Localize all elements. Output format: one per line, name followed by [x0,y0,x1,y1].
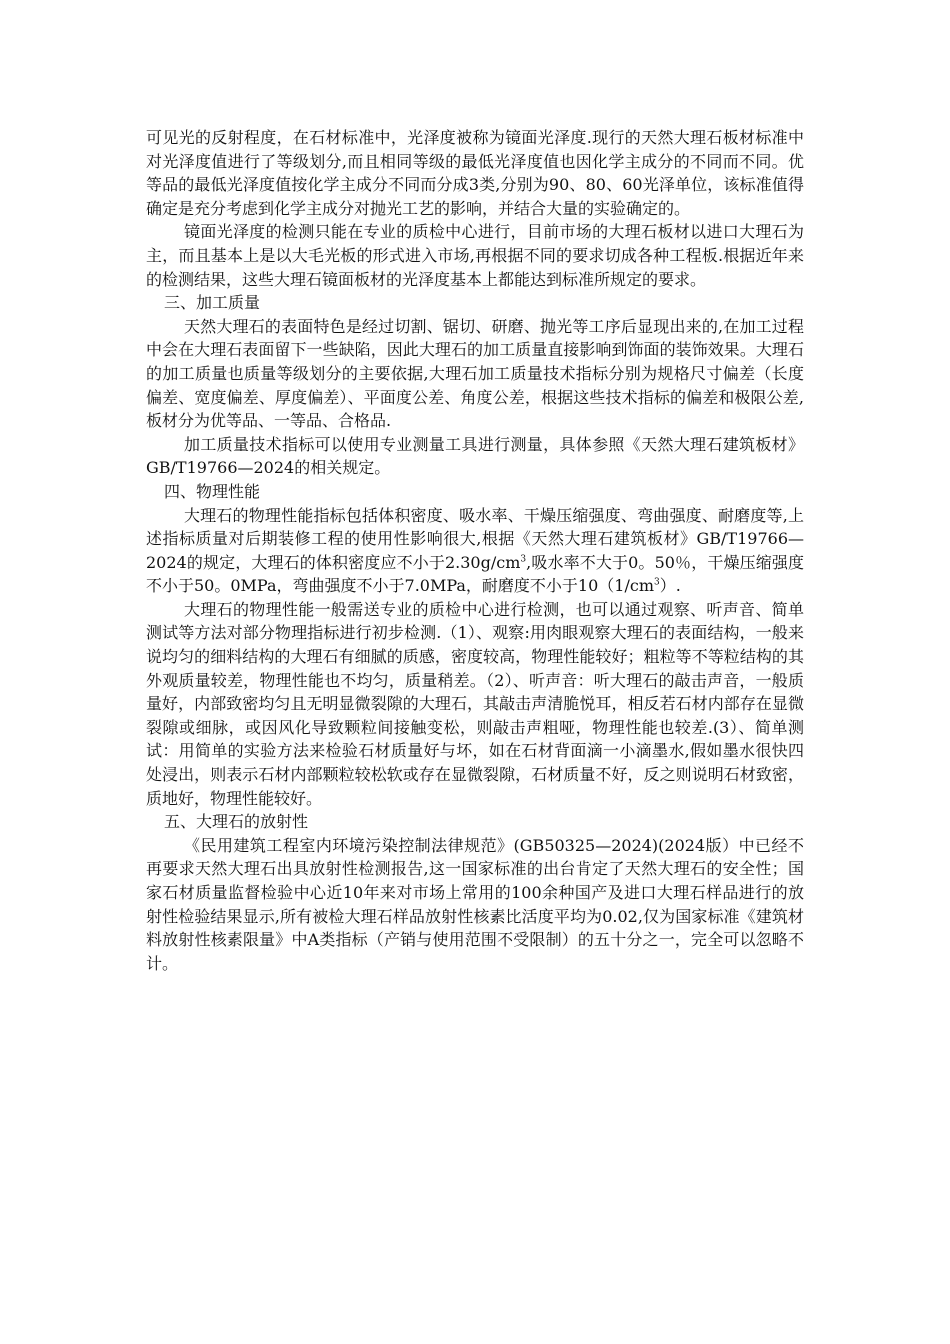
section-heading-radioactivity: 五、大理石的放射性 [164,812,309,832]
document-body [146,126,804,975]
paragraph-processing-quality: 天然大理石的表面特色是经过切割、锯切、研磨、抛光等工序后显现出来的,在加工过程中会在大理石表面留下一些缺陷，因此大理石的加工质量直接影响到饰面的装饰效果。大理石的加工质量也质量等级划分的主要依据,大理石加工质量技术指标分别为规格尺寸偏差（长度偏差、宽度偏差、厚度偏差）、平面度公差、角度公差，根据这些技术指标的偏差和极限公差,板材分为优等品、一等品、合格品. [146,316,804,431]
paragraph-physical-testing: 大理石的物理性能一般需送专业的质检中心进行检测，也可以通过观察、听声音、简单测试等方法对部分物理指标进行初步检测.（1）、观察:用肉眼观察大理石的表面结构，一般来说均匀的细料结构的大理石有细腻的质感，密度较高，物理性能较好；粗粒等不等粒结构的其外观质量较差，物理性能也不均匀，质量稍差。（2）、听声音：听大理石的敲击声音，一般质量好，内部致密均匀且无明显微裂隙的大理石，其敲击声清脆悦耳，相反若石材内部存在显微裂隙或细脉，或因风化导致颗粒间接触变松，则敲击声粗哑，物理性能也较差.(3）、简单测试：用简单的实验方法来检验石材质量好与坏，如在石材背面滴一小滴墨水,假如墨水很快四处浸出，则表示石材内部颗粒较松软或存在显微裂隙，石材质量不好，反之则说明石材致密，质地好，物理性能较好。 [146,599,804,808]
paragraph-physical-properties: 大理石的物理性能指标包括体积密度、吸水率、干燥压缩强度、弯曲强度、耐磨度等,上述指标质量对后期装修工程的使用性影响很大,根据《天然大理石建筑板材》GB/T19766—2024的规定，大理石的体积密度应不小于$2.30g/cm^3$,吸水率不大于0。50％，干燥压缩强度不小于50。0MPa，弯曲强度不小于7.0MPa，耐磨度不小于$10(1/cm^3)$. [146,505,804,596]
paragraph-gloss-testing: 镜面光泽度的检测只能在专业的质检中心进行，目前市场的大理石板材以进口大理石为主，而且基本上是以大毛光板的形式进入市场,再根据不同的要求切成各种工程板.根据近年来的检测结果，这些大理石镜面板材的光泽度基本上都能达到标准所规定的要求。 [146,222,804,289]
paragraph-radioactivity: 《民用建筑工程室内环境污染控制法律规范》(GB50325—2024)(2024版）中已经不再要求天然大理石出具放射性检测报告,这一国家标准的出台肯定了天然大理石的安全性；国家石材质量监督检验中心近10年来对市场上常用的100余种国产及进口大理石样品进行的放射性检验结果显示,所有被检大理石样品放射性核素比活度平均为0.02,仅为国家标准《建筑材料放射性核素限量》中A类指标（产销与使用范围不受限制）的五十分之一，完全可以忽略不计。 [146,835,804,973]
section-heading-processing-quality: 三、加工质量 [164,293,261,313]
section-heading-physical-properties: 四、物理性能 [164,481,261,501]
paragraph-gloss-reflection: 可见光的反射程度，在石材标准中，光泽度被称为镜面光泽度.现行的天然大理石板材标准中对光泽度值进行了等级划分,而且相同等级的最低光泽度值也因化学主成分的不同而不同。优等品的最低光泽度值按化学主成分不同而分成3类,分别为90、80、60光泽单位，该标准值得确定是充分考虑到化学主成分对抛光工艺的影响，并结合大量的实验确定的。 [146,128,804,218]
paragraph-processing-measurement: 加工质量技术指标可以使用专业测量工具进行测量，具体参照《天然大理石建筑板材》GB/T19766—2024的相关规定。 [146,434,804,478]
